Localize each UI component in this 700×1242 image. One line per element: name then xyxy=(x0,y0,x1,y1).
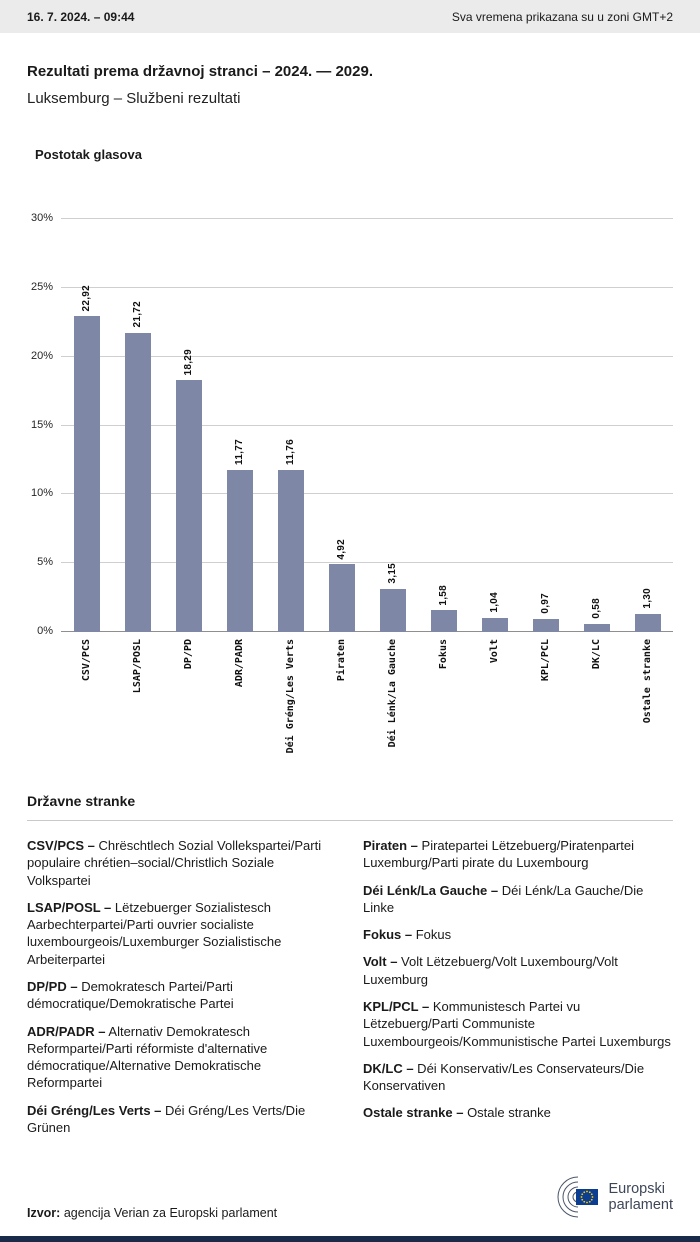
bar-column xyxy=(265,219,316,632)
ep-logo xyxy=(555,1174,673,1220)
party-item: LSAP/POSL – Lëtzebuerger Sozialistesch Aarbechterpartei/Parti ouvrier socialiste luxembourgeois/Luxemburger Sozialistische Arbeiterpartei xyxy=(27,899,282,967)
bar-value-label: 3,15 xyxy=(387,562,398,584)
x-axis-label: DP/PD xyxy=(183,639,194,670)
bar-value-label: 22,92 xyxy=(81,284,92,312)
footer xyxy=(27,1174,673,1220)
y-tick-label: 20% xyxy=(30,349,53,362)
bar xyxy=(329,564,355,632)
ep-logo-text-line1: Europski xyxy=(608,1180,665,1197)
bar-value-label: 0,58 xyxy=(591,598,602,620)
y-tick-label: 25% xyxy=(30,280,53,293)
bar xyxy=(176,380,202,632)
bar-column xyxy=(367,219,418,632)
bar xyxy=(278,470,304,632)
party-item: Ostale stranke – Ostale stranke xyxy=(363,1105,551,1121)
x-axis-label: Déi Gréng/Les Verts xyxy=(285,639,296,754)
bottom-accent-bar xyxy=(0,1236,700,1242)
party-item: Déi Gréng/Les Verts – Déi Gréng/Les Verts/Die Grünen xyxy=(27,1102,306,1135)
bar-value-label: 18,29 xyxy=(183,348,194,376)
bar-column xyxy=(112,219,163,632)
party-item: Fokus – Fokus xyxy=(363,927,452,943)
x-label-column xyxy=(622,632,673,777)
y-tick-label: 10% xyxy=(30,487,53,500)
x-label-column xyxy=(265,632,316,777)
parties-heading: Državne stranke xyxy=(27,793,136,809)
ep-hemicycle-icon xyxy=(555,1174,601,1220)
bar-value-label: 1,04 xyxy=(489,592,500,613)
bar xyxy=(74,316,100,632)
bar-value-label: 11,77 xyxy=(234,438,245,465)
bar xyxy=(482,618,508,632)
bar xyxy=(125,333,151,632)
party-item: DK/LC – Déi Konservativ/Les Conservateurs/Die Konservativen xyxy=(363,1060,645,1094)
source-text: agencija Verian za Europski parlament xyxy=(63,1206,278,1221)
y-tick-label: 5% xyxy=(37,556,53,569)
bar-column xyxy=(61,219,112,632)
page-title: Rezultati prema državnoj stranci – 2024. — 2029. xyxy=(27,63,373,80)
bar-column xyxy=(316,219,367,632)
party-list xyxy=(27,837,673,1146)
x-label-column xyxy=(418,632,469,777)
source-label: Izvor: xyxy=(27,1206,61,1221)
main-content xyxy=(0,33,700,1236)
bar xyxy=(431,610,457,632)
bar-column xyxy=(520,219,571,632)
party-item: DP/PD – Demokratesch Partei/Parti démocratique/Demokratische Partei xyxy=(27,978,234,1012)
x-axis-label: KPL/PCL xyxy=(540,639,551,682)
x-axis-label: LSAP/POSL xyxy=(132,639,143,694)
bar xyxy=(380,589,406,632)
topbar xyxy=(0,0,700,33)
divider xyxy=(27,820,673,821)
x-axis-label: ADR/PADR xyxy=(234,639,245,688)
x-axis-label: Ostale stranke xyxy=(642,639,653,724)
bar xyxy=(584,624,610,632)
ep-logo-text xyxy=(609,1181,673,1214)
x-axis-labels xyxy=(61,632,673,777)
bar-value-label: 1,30 xyxy=(642,588,653,610)
x-label-column xyxy=(469,632,520,777)
bar-column xyxy=(163,219,214,632)
party-item: Piraten – Piratepartei Lëtzebuerg/Piratenpartei Luxemburg/Parti pirate du Luxembourg xyxy=(363,838,634,871)
x-axis-label: Déi Lénk/La Gauche xyxy=(387,639,398,748)
bar-column xyxy=(469,219,520,632)
ep-logo-text-line2: parlament xyxy=(608,1197,673,1214)
bar-column xyxy=(622,219,673,632)
x-axis-label: DK/LC xyxy=(591,639,602,670)
x-axis-label: Fokus xyxy=(438,639,449,670)
party-column-right xyxy=(363,837,673,1146)
party-item: KPL/PCL – Kommunistesch Partei vu Lëtzebuerg/Parti Communiste Luxembourgeois/Kommunistische Partei Luxemburgs xyxy=(363,998,671,1049)
bar-value-label: 1,58 xyxy=(438,584,449,606)
x-label-column xyxy=(367,632,418,777)
party-column-left xyxy=(27,837,337,1146)
party-item: Volt – Volt Lëtzebuerg/Volt Luxembourg/Volt Luxemburg xyxy=(363,954,618,987)
party-item: Déi Lénk/La Gauche – Déi Lénk/La Gauche/Die Linke xyxy=(363,882,644,915)
party-item: ADR/PADR – Alternativ Demokratesch Reformpartei/Parti réformiste d'alternative démocratique/Alternative Demokratische Reformpartei xyxy=(27,1023,268,1091)
bar-column xyxy=(418,219,469,632)
bar xyxy=(533,619,559,632)
bar-value-label: 0,97 xyxy=(540,592,551,614)
x-label-column xyxy=(163,632,214,777)
bar xyxy=(227,470,253,632)
y-tick-label: 15% xyxy=(30,418,53,431)
y-tick-label: 0% xyxy=(37,625,53,637)
bars-container xyxy=(61,219,673,632)
y-tick-label: 30% xyxy=(30,212,53,224)
bar-value-label: 11,76 xyxy=(285,439,296,466)
x-label-column xyxy=(214,632,265,777)
bar-column xyxy=(214,219,265,632)
bar-value-label: 4,92 xyxy=(336,538,347,560)
x-label-column xyxy=(316,632,367,777)
timezone-note: Sva vremena prikazana su u zoni GMT+2 xyxy=(451,9,673,24)
party-item: CSV/PCS – Chrëschtlech Sozial Vollekspartei/Parti populaire chrétien–social/Christlich Soziale Volkspartei xyxy=(27,838,322,888)
x-label-column xyxy=(61,632,112,777)
bar xyxy=(635,614,661,632)
chart-title: Postotak glasova xyxy=(35,147,142,162)
x-axis-label: CSV/PCS xyxy=(81,639,92,682)
x-label-column xyxy=(112,632,163,777)
x-axis-label: Piraten xyxy=(336,639,347,682)
x-label-column xyxy=(520,632,571,777)
x-axis-label: Volt xyxy=(489,639,500,664)
page-subtitle: Luksemburg – Službeni rezultati xyxy=(27,90,241,107)
bar-value-label: 21,72 xyxy=(132,301,143,328)
plot-area xyxy=(30,212,673,637)
bar-column xyxy=(571,219,622,632)
x-label-column xyxy=(571,632,622,777)
datetime-text: 16. 7. 2024. – 09:44 xyxy=(27,9,135,24)
source-note xyxy=(27,1206,277,1220)
